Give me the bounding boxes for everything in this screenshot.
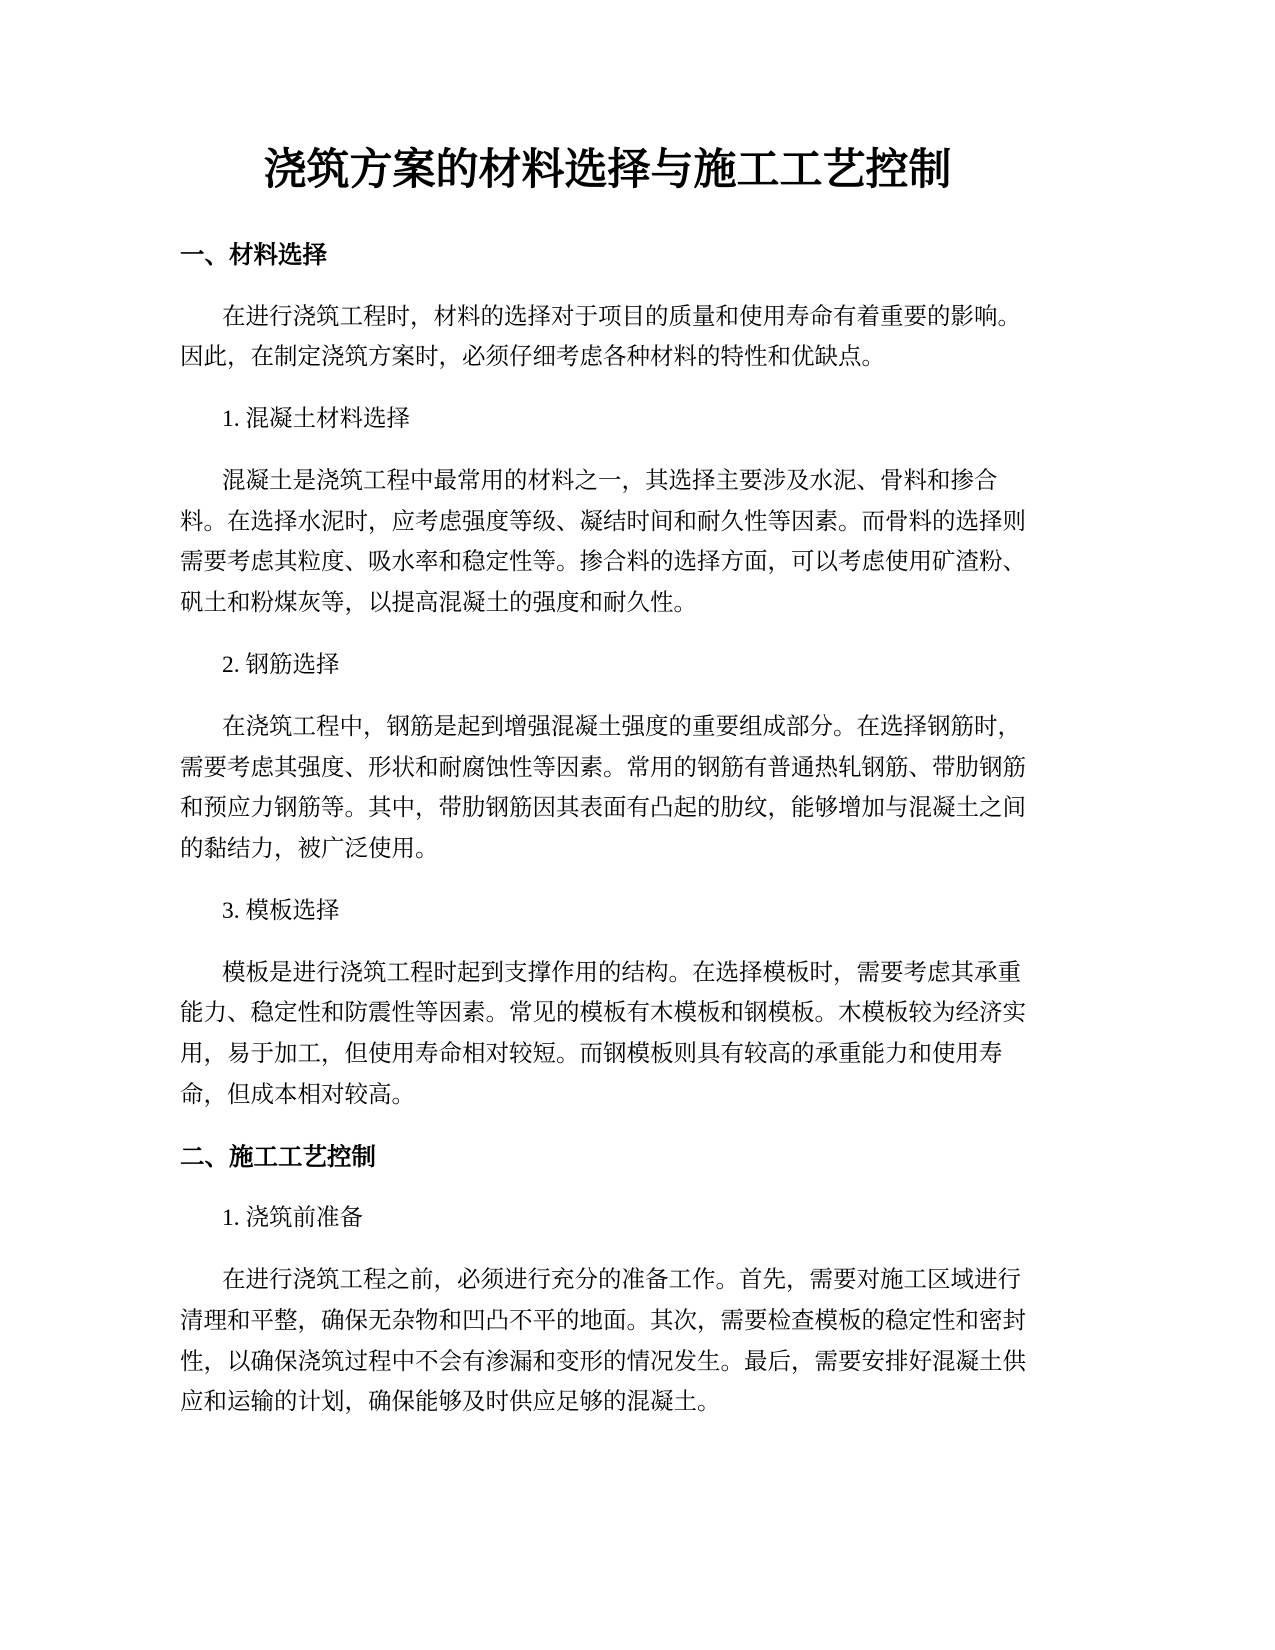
paragraph-line: 在浇筑工程中，钢筋是起到增强混凝土强度的重要组成部分。在选择钢筋时， (222, 713, 1021, 740)
paragraph-line: 能力、稳定性和防震性等因素。常见的模板有木模板和钢模板。木模板较为经济实 (180, 1000, 1026, 1027)
paragraph-preparation (180, 1260, 1035, 1423)
paragraph-line: 混凝土是浇筑工程中最常用的材料之一，其选择主要涉及水泥、骨料和掺合 (222, 467, 998, 494)
paragraph-line: 应和运输的计划，确保能够及时供应足够的混凝土。 (180, 1389, 721, 1416)
paragraph-concrete (180, 461, 1035, 624)
sub-heading-formwork: 3. 模板选择 (222, 897, 340, 924)
paragraph-line: 在进行浇筑工程时，材料的选择对于项目的质量和使用寿命有着重要的影响。 (222, 303, 1021, 330)
paragraph-rebar (180, 707, 1035, 870)
paragraph-line: 清理和平整，确保无杂物和凹凸不平的地面。其次，需要检查模板的稳定性和密封 (180, 1308, 1026, 1335)
paragraph-line: 性，以确保浇筑过程中不会有渗漏和变形的情况发生。最后，需要安排好混凝土供 (180, 1348, 1026, 1375)
document-title: 浇筑方案的材料选择与施工工艺控制 (263, 145, 952, 195)
paragraph-line: 料。在选择水泥时，应考虑强度等级、凝结时间和耐久性等因素。而骨料的选择则 (180, 508, 1026, 535)
section-heading-materials: 一、材料选择 (180, 239, 327, 269)
paragraph-line: 需要考虑其粒度、吸水率和稳定性等。掺合料的选择方面，可以考虑使用矿渣粉、 (180, 549, 1026, 576)
paragraph-line: 用，易于加工，但使用寿命相对较短。而钢模板则具有较高的承重能力和使用寿 (180, 1041, 1003, 1068)
paragraph-line: 矾土和粉煤灰等，以提高混凝土的强度和耐久性。 (180, 590, 697, 617)
paragraph-line: 需要考虑其强度、形状和耐腐蚀性等因素。常用的钢筋有普通热轧钢筋、带肋钢筋 (180, 754, 1026, 781)
paragraph-line: 的黏结力，被广泛使用。 (180, 835, 439, 862)
paragraph-line: 因此，在制定浇筑方案时，必须仔细考虑各种材料的特性和优缺点。 (180, 344, 885, 371)
sub-heading-rebar: 2. 钢筋选择 (222, 651, 340, 678)
paragraph-line: 模板是进行浇筑工程时起到支撑作用的结构。在选择模板时，需要考虑其承重 (222, 959, 1021, 986)
sub-heading-concrete: 1. 混凝土材料选择 (222, 406, 410, 433)
paragraph-line: 在进行浇筑工程之前，必须进行充分的准备工作。首先，需要对施工区域进行 (222, 1267, 1021, 1294)
paragraph-line: 和预应力钢筋等。其中，带肋钢筋因其表面有凸起的肋纹，能够增加与混凝土之间 (180, 795, 1026, 822)
paragraph-formwork (180, 953, 1035, 1116)
paragraph-intro (180, 297, 1035, 378)
section-heading-process-control: 二、施工工艺控制 (180, 1141, 376, 1171)
sub-heading-preparation: 1. 浇筑前准备 (222, 1205, 363, 1232)
document-body (180, 140, 1035, 1444)
paragraph-line: 命，但成本相对较高。 (180, 1081, 415, 1108)
